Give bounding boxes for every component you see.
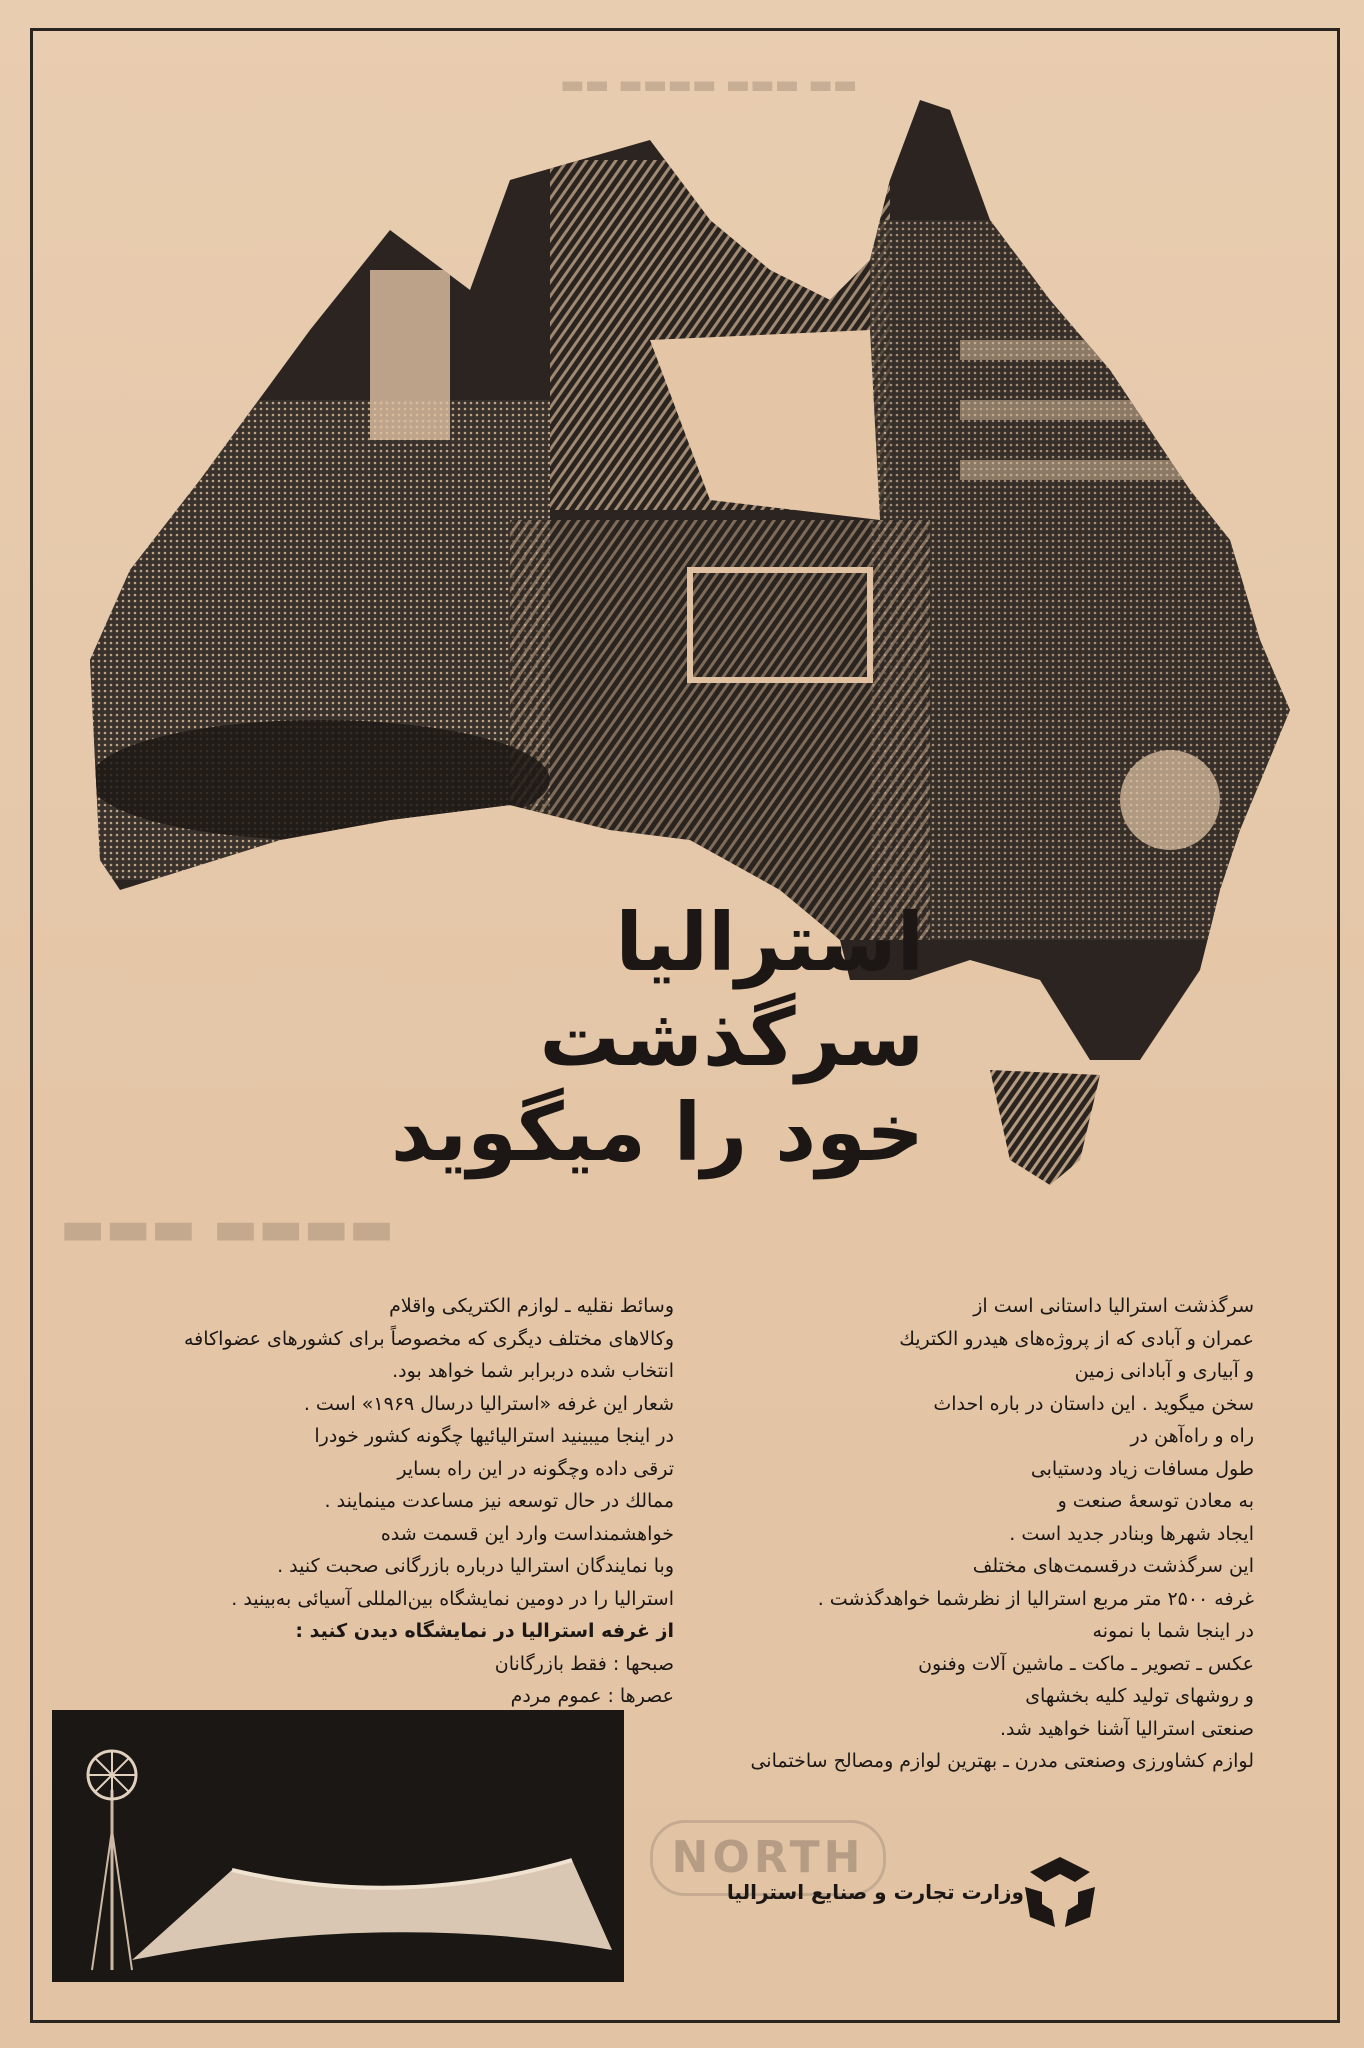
schedule-morning: صبحها : فقط بازرگانان — [494, 1652, 674, 1675]
body-line: ایجاد شهرها وبنادر جدید است . — [1009, 1522, 1254, 1545]
body-line: صنعتی استرالیا آشنا خواهید شد. — [1000, 1717, 1254, 1740]
body-line: راه و راه‌آهن در — [1130, 1425, 1254, 1447]
ministry-logo-icon — [1020, 1852, 1100, 1932]
left-text-column — [74, 1290, 674, 1713]
body-line: وسائط نقلیه ـ لوازم الکتریکی واقلام — [389, 1295, 674, 1317]
bleed-through-text: ▬▬ ▬▬▬▬ ▬▬▬ ▬▬ — [560, 70, 858, 100]
schedule-afternoon: عصرها : عموم مردم — [510, 1685, 674, 1707]
body-line: خواهشمنداست وارد این قسمت شده — [380, 1522, 674, 1545]
body-line: به معادن توسعهٔ صنعت و — [1057, 1490, 1254, 1512]
body-line: و روشهای تولید کلیه بخشهای — [1025, 1685, 1254, 1707]
body-line: انتخاب شده دربرابر شما خواهد بود. — [392, 1360, 674, 1382]
visit-heading: از غرفه استرالیا در نمایشگاه دیدن کنید : — [295, 1620, 674, 1642]
body-line: غرفه ۲۵۰۰ متر مربع استرالیا از نظرشما خواهدگذشت . — [817, 1587, 1254, 1610]
body-line: طول مسافات زیاد ودستیابی — [1030, 1457, 1254, 1480]
pavilion-photo — [52, 1710, 624, 1982]
body-line: لوازم کشاورزی وصنعتی مدرن ـ بهترین لوازم ومصالح ساختمانی — [750, 1750, 1254, 1772]
body-line: وبا نمایندگان استرالیا درباره بازرگانی صحبت کنید . — [277, 1555, 674, 1577]
body-line: عکس ـ تصویر ـ ماکت ـ ماشین آلات وفنون — [918, 1652, 1254, 1675]
body-line: در اینجا میبینید استرالیائیها چگونه کشور خودرا — [314, 1425, 674, 1447]
body-line: وکالاهای مختلف دیگری که مخصوصاً برای کشورهای عضواکافه — [183, 1327, 674, 1350]
ministry-name: وزارت تجارت و صنایع استرالیا — [726, 1880, 1024, 1904]
body-line: سرگذشت استرالیا داستانی است از — [973, 1295, 1254, 1317]
headline-line-2: سرگذشت — [539, 991, 924, 1084]
bleed-through-brand: NORTH — [650, 1820, 886, 1896]
tasmania-shape — [990, 1070, 1100, 1185]
bleed-through-text: ▬▬▬ ▬▬▬▬ — [60, 1200, 395, 1256]
body-line: استرالیا را در دومین نمایشگاه بین‌المللی آسیائی به‌بینید . — [231, 1587, 674, 1610]
body-line: ترقی داده وچگونه در این راه بسایر — [397, 1457, 674, 1480]
body-line: عمران و آبادی که از پروژه‌های هیدرو الکتریك — [899, 1327, 1254, 1350]
body-line: این سرگذشت درقسمت‌های مختلف — [972, 1555, 1254, 1577]
body-line: و آبیاری و آبادانی زمین — [1074, 1360, 1254, 1382]
body-line: سخن میگوید . این داستان در باره احداث — [933, 1392, 1254, 1415]
body-line: در اینجا شما با نمونه — [1092, 1620, 1254, 1642]
body-line: شعار این غرفه «استرالیا درسال ۱۹۶۹» است . — [303, 1392, 674, 1415]
headline-line-3: خود را میگوید — [390, 1086, 924, 1179]
right-text-column — [634, 1290, 1254, 1778]
body-line: ممالك در حال توسعه نیز مساعدت مینمایند . — [324, 1490, 674, 1512]
headline-line-1: استرالیا — [615, 896, 924, 989]
headline — [324, 895, 924, 1180]
